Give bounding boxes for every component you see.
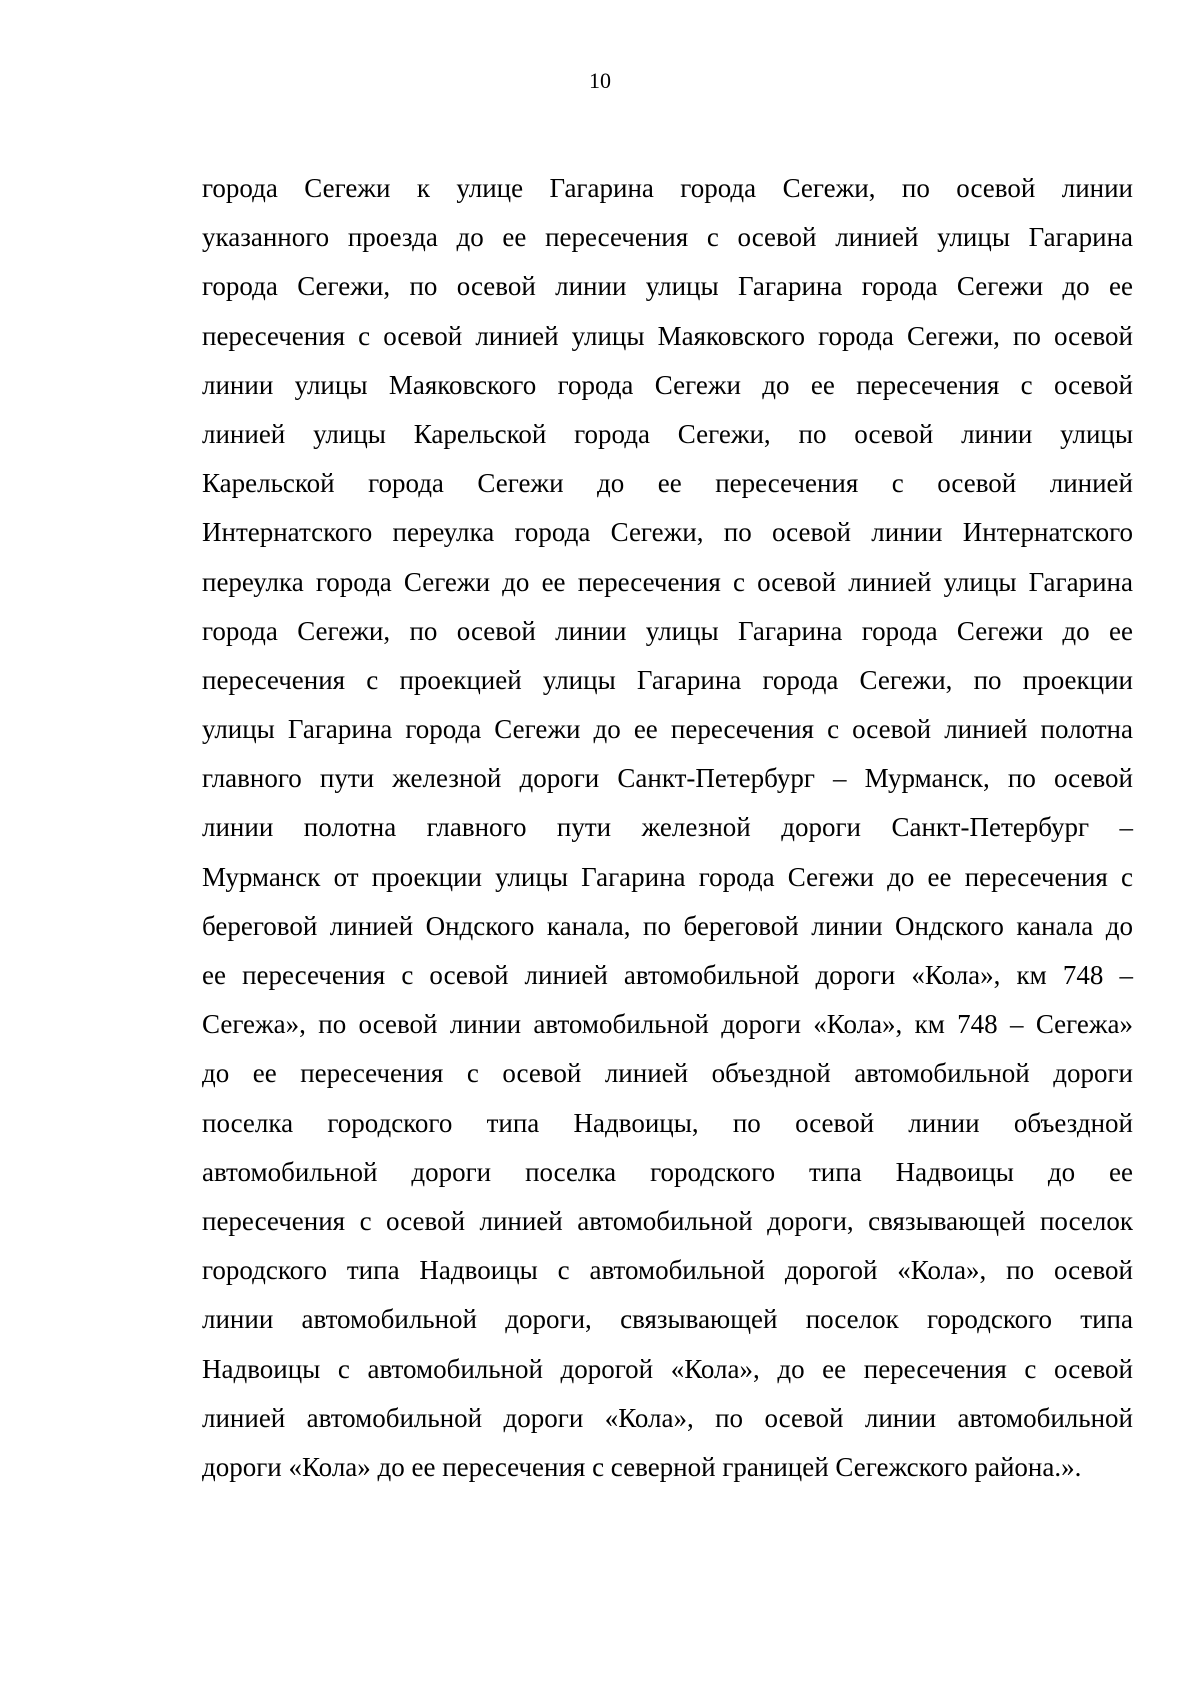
text-line: пересечения с проекцией улицы Гагарина города Сегежи, по проекции [202,664,1133,695]
text-line: линией улицы Карельской города Сегежи, по осевой линии улицы [202,418,1133,449]
text-line: линии полотна главного пути железной дороги Санкт-Петербург – [202,812,1133,843]
text-line: до ее пересечения с осевой линией объездной автомобильной дороги [202,1058,1133,1089]
text-line: Сегежа», по осевой линии автомобильной дороги «Кола», км 748 – Сегежа» [202,1009,1133,1040]
text-line: линией автомобильной дороги «Кола», по осевой линии автомобильной [202,1402,1133,1433]
text-line: Надвоицы с автомобильной дорогой «Кола», до ее пересечения с осевой [202,1353,1133,1384]
text-line: города Сегежи, по осевой линии улицы Гагарина города Сегежи до ее [202,271,1133,302]
text-line: пересечения с осевой линией улицы Маяковского города Сегежи, по осевой [202,320,1133,351]
body-paragraph [202,168,1133,1496]
text-line: ее пересечения с осевой линией автомобильной дороги «Кола», км 748 – [202,960,1133,990]
text-line: улицы Гагарина города Сегежи до ее пересечения с осевой линией полотна [202,714,1133,745]
text-line: поселка городского типа Надвоицы, по осевой линии объездной [202,1107,1133,1138]
text-line: города Сегежи, по осевой линии улицы Гагарина города Сегежи до ее [202,615,1133,646]
text-line: указанного проезда до ее пересечения с осевой линией улицы Гагарина [202,222,1133,253]
text-line: Интернатского переулка города Сегежи, по осевой линии Интернатского [202,517,1133,548]
text-line: линии улицы Маяковского города Сегежи до ее пересечения с осевой [202,369,1133,400]
text-line: линии автомобильной дороги, связывающей поселок городского типа [202,1304,1133,1335]
text-line: Мурманск от проекции улицы Гагарина города Сегежи до ее пересечения с [202,861,1133,892]
text-line: пересечения с осевой линией автомобильной дороги, связывающей поселок [202,1205,1133,1236]
text-line: города Сегежи к улице Гагарина города Сегежи, по осевой линии [202,173,1133,203]
text-line: главного пути железной дороги Санкт-Петербург – Мурманск, по осевой [202,763,1133,794]
text-line: городского типа Надвоицы с автомобильной дорогой «Кола», по осевой [202,1255,1133,1286]
text-line: автомобильной дороги поселка городского типа Надвоицы до ее [202,1156,1133,1187]
text-line: Карельской города Сегежи до ее пересечения с осевой линией [202,468,1133,499]
text-line: переулка города Сегежи до ее пересечения с осевой линией улицы Гагарина [202,566,1133,597]
text-line: дороги «Кола» до ее пересечения с северной границей Сегежского района.». [202,1451,1082,1482]
text-line: береговой линией Ондского канала, по береговой линии Ондского канала до [202,910,1133,941]
page-number: 10 [589,68,611,93]
